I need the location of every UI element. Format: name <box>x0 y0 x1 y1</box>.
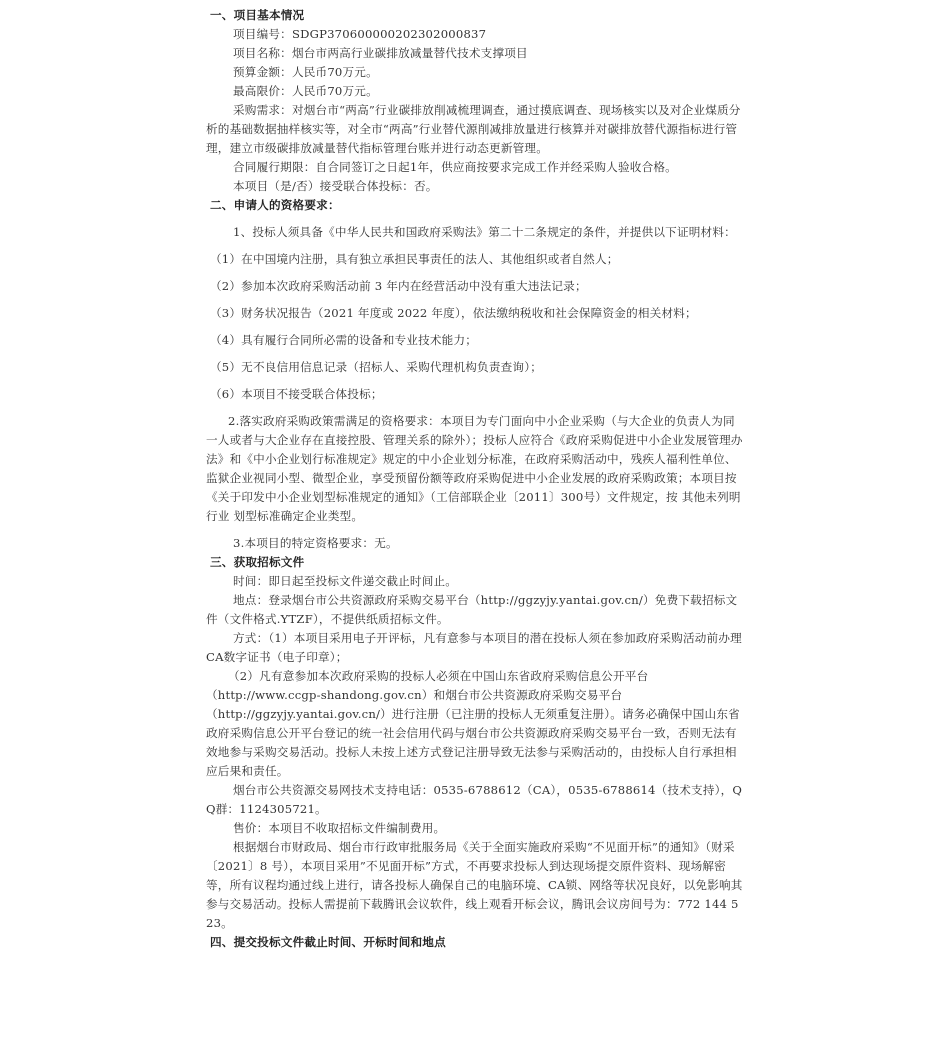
registration-line-3: （http://ggzyjy.yantai.gov.cn/）进行注册（已注册的投标人无须重复注册）。请务必确保中国山东省政府采购信息公开平台登记的统一社会信用代码与烟台市公共资源政府采购交易平台一致，否则无法有效地参与采购交易活动。投标人未按上述方式登记注册导致无法参与采购活动的，由投标人自行承担相应后果和责任。 <box>206 707 740 778</box>
qualification-item-1: （1）在中国境内注册，具有独立承担民事责任的法人、其他组织或者自然人； <box>210 252 619 266</box>
section-heading-deadline: 四、提交投标文件截止时间、开标时间和地点 <box>210 935 446 949</box>
qualification-item-2: （2）参加本次政府采购活动前 3 年内在经营活动中没有重大违法记录； <box>210 279 587 293</box>
tech-support-contact: 烟台市公共资源交易网技术支持电话：0535-6788612（CA），0535-6788614（技术支持），QQ群：1124305721。 <box>206 783 743 816</box>
section-heading-qualification: 二、申请人的资格要求： <box>210 198 340 212</box>
project-code: 项目编号：SDGP370600000202302000837 <box>233 27 487 41</box>
qualification-item-5: （5）无不良信用信息记录（招标人、采购代理机构负责查询）； <box>210 360 543 374</box>
qualification-item-3: （3）财务状况报告（2021 年度或 2022 年度），依法缴纳税收和社会保障资金的相关材料； <box>210 306 697 320</box>
section-heading-basic-info: 一、项目基本情况 <box>210 8 305 22</box>
qualification-item-4: （4）具有履行合同所必需的设备和专业技术能力； <box>210 333 478 347</box>
document-price: 售价：本项目不收取招标文件编制费用。 <box>233 821 446 835</box>
qualification-item-6: （6）本项目不接受联合体投标； <box>210 387 383 401</box>
obtain-method: 方式：（1）本项目采用电子开评标，凡有意参与本项目的潜在投标人须在参加政府采购活动前办理CA数字证书（电子印章）； <box>206 631 742 664</box>
specific-requirement: 3.本项目的特定资格要求：无。 <box>233 536 398 550</box>
remote-opening-notice: 根据烟台市财政局、烟台市行政审批服务局《关于全面实施政府采购“不见面开标”的通知》（财采〔2021〕8 号），本项目采用”不见面开标”方式，不再要求投标人到达现场提交原件资料、现场解密等，所有议程均通过线上进行，请各投标人确保自己的电脑环境、CA锁、网络等状况良好，以免影响其参与交易活动。投标人需提前下载腾讯会议软件，线上观看开标会议，腾讯会议房间号为：772 144 523。 <box>206 840 743 930</box>
contract-period: 合同履行期限：自合同签订之日起1年，供应商按要求完成工作并经采购人验收合格。 <box>233 160 677 174</box>
procurement-demand: 采购需求：对烟台市“两高”行业碳排放削减梳理调查，通过摸底调查、现场核实以及对企业煤质分析的基础数据抽样核实等，对全市“两高”行业替代源削减排放量进行核算并对碳排放替代源指标进行管理，建立市级碳排放减量替代指标管理台账并进行动态更新管理。 <box>206 103 741 155</box>
qualification-intro: 1、投标人须具备《中华人民共和国政府采购法》第二十二条规定的条件，并提供以下证明材料： <box>233 225 736 239</box>
registration-line-2: （http://www.ccgp-shandong.gov.cn）和烟台市公共资源政府采购交易平台 <box>206 688 623 702</box>
sme-policy-requirement: 2.落实政府采购政策需满足的资格要求：本项目为专门面向中小企业采购（与大企业的负责人为同一人或者与大企业存在直接控股、管理关系的除外）；投标人应符合《政府采购促进中小企业发展管理办法》和《中小企业划行标准规定》规定的中小企业划分标准，在政府采购活动中，残疾人福利性单位、监狱企业视同小型、微型企业，享受预留份额等政府采购促进中小企业发展的政府采购政策；本项目按《关于印发中小企业划型标准规定的通知》（工信部联企业〔2011〕300号）文件规定，按 其他未列明行业 划型标准确定企业类型。 <box>206 414 743 523</box>
consortium-statement: 本项目（是/否）接受联合体投标：否。 <box>233 179 438 193</box>
obtain-time: 时间：即日起至投标文件递交截止时间止。 <box>233 574 458 588</box>
section-heading-obtain-documents: 三、获取招标文件 <box>210 555 305 569</box>
budget-amount: 预算金额：人民币70万元。 <box>233 65 378 79</box>
max-price: 最高限价：人民币70万元。 <box>233 84 378 98</box>
project-name: 项目名称：烟台市两高行业碳排放减量替代技术支撑项目 <box>233 46 528 60</box>
registration-line-1: （2）凡有意参加本次政府采购的投标人必须在中国山东省政府采购信息公开平台 <box>228 669 649 683</box>
document-body <box>206 6 746 952</box>
obtain-place: 地点：登录烟台市公共资源政府采购交易平台（http://ggzyjy.yantai.gov.cn/）免费下载招标文件（文件格式.YTZF），不提供纸质招标文件。 <box>206 593 738 626</box>
